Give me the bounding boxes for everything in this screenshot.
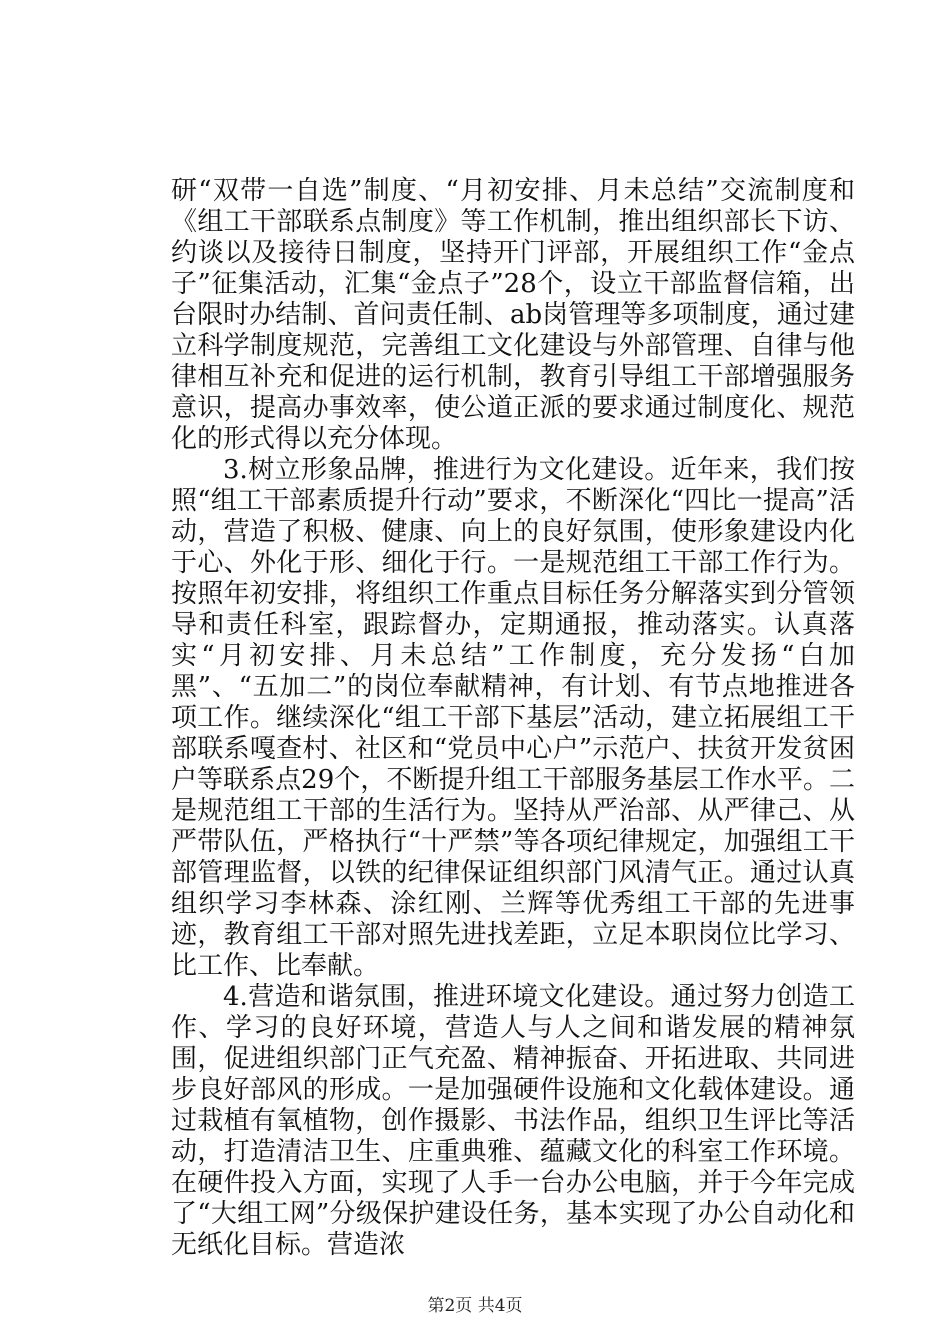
document-body	[171, 176, 855, 1261]
page-footer: 第2页 共4页	[427, 1296, 523, 1316]
paragraph-continuation: 研“双带一自选”制度、“月初安排、月未总结”交流制度和《组工干部联系点制度》等工作机制，推出组织部长下访、约谈以及接待日制度，坚持开门评部，开展组织工作“金点子”征集活动，汇集“金点子”28个，设立干部监督信箱，出台限时办结制、首问责任制、ab岗管理等多项制度，通过建立科学制度规范，完善组工文化建设与外部管理、自律与他律相互补充和促进的运行机制，教育引导组工干部增强服务意识，提高办事效率，使公道正派的要求通过制度化、规范化的形式得以充分体现。	[171, 176, 855, 454]
paragraph-behavior-culture: 3.树立形象品牌，推进行为文化建设。近年来，我们按照“组工干部素质提升行动”要求，不断深化“四比一提高”活动，营造了积极、健康、向上的良好氛围，使形象建设内化于心、外化于形、细化于行。一是规范组工干部工作行为。按照年初安排，将组织工作重点目标任务分解落实到分管领导和责任科室，跟踪督办，定期通报，推动落实。认真落实“月初安排、月未总结”工作制度，充分发扬“白加黑”、“五加二”的岗位奉献精神，有计划、有节点地推进各项工作。继续深化“组工干部下基层”活动，建立拓展组工干部联系嘎查村、社区和“党员中心户”示范户、扶贫开发贫困户等联系点29个，不断提升组工干部服务基层工作水平。二是规范组工干部的生活行为。坚持从严治部、从严律己、从严带队伍，严格执行“十严禁”等各项纪律规定，加强组工干部管理监督，以铁的纪律保证组织部门风清气正。通过认真组织学习李林森、涂红刚、兰辉等优秀组工干部的先进事迹，教育组工干部对照先进找差距，立足本职岗位比学习、比工作、比奉献。	[171, 455, 855, 981]
paragraph-environment-culture: 4.营造和谐氛围，推进环境文化建设。通过努力创造工作、学习的良好环境，营造人与人之间和谐发展的精神氛围，促进组织部门正气充盈、精神振奋、开拓进取、共同进步良好部风的形成。一是加强硬件设施和文化载体建设。通过栽植有氧植物，创作摄影、书法作品，组织卫生评比等活动，打造清洁卫生、庄重典雅、蕴藏文化的科室工作环境。在硬件投入方面，实现了人手一台办公电脑，并于今年完成了“大组工网”分级保护建设任务，基本实现了办公自动化和无纸化目标。营造浓	[171, 982, 855, 1260]
